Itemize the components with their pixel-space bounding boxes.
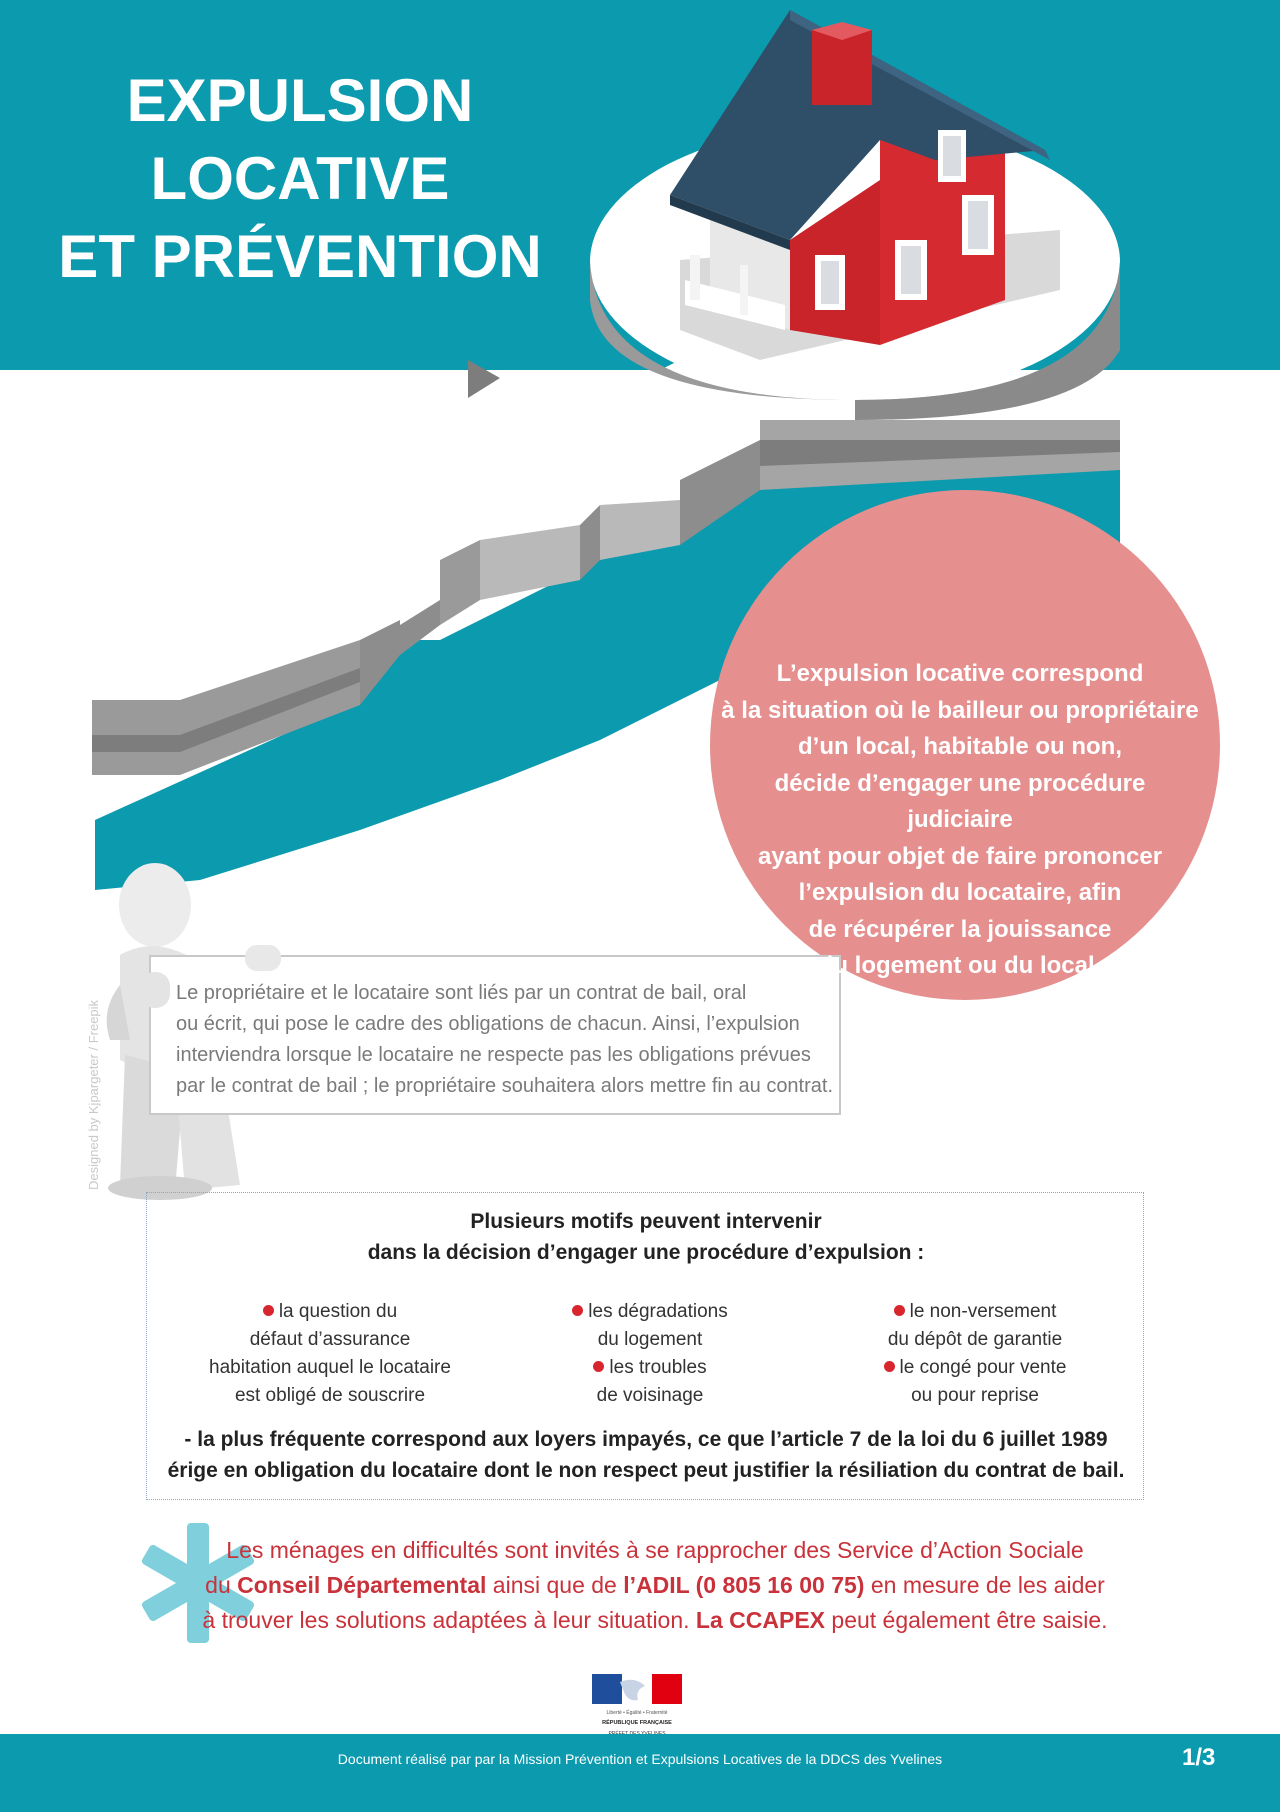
sign-line: ou écrit, qui pose le cadre des obligations de chacun. Ainsi, l’expulsion <box>176 1013 800 1035</box>
motif-line: habitation auquel le locataire <box>209 1357 451 1378</box>
motif-line: le congé pour vente <box>899 1357 1067 1378</box>
motif-column-2 <box>500 1298 800 1410</box>
sign-line: Le propriétaire et le locataire sont liés par un contrat de bail, oral <box>176 982 747 1004</box>
motif-line: de voisinage <box>596 1385 704 1406</box>
title-line: LOCATIVE <box>150 145 450 212</box>
definition-line: du logement ou du local. <box>818 952 1102 979</box>
ccapex-label: La CCAPEX <box>695 1607 826 1633</box>
contact-fragment: à trouver les solutions adaptées à leur situation. <box>202 1607 696 1633</box>
logo-motto: Liberté • Égalité • Fraternité <box>606 1710 668 1716</box>
definition-line: L’expulsion locative correspond <box>776 660 1144 687</box>
arrow-notch <box>468 360 500 398</box>
motif-line: ou pour reprise <box>911 1385 1039 1406</box>
motifs-title-line: Plusieurs motifs peuvent intervenir <box>470 1210 822 1233</box>
image-credit: Designed by Kjpargeter / Freepik <box>86 999 101 1190</box>
motif-column-1 <box>180 1298 480 1410</box>
title-line: EXPULSION <box>126 67 474 134</box>
contact-fragment: en mesure de les aider <box>864 1572 1105 1598</box>
contact-line: Les ménages en difficultés sont invités à se rapprocher des Service d’Action Sociale <box>226 1537 1084 1563</box>
definition-line: de récupérer la jouissance <box>808 915 1112 943</box>
contact-line <box>190 1603 1120 1638</box>
bullet-icon <box>263 1305 274 1316</box>
contact-fragment: ainsi que de <box>486 1572 624 1598</box>
motif-line: du dépôt de garantie <box>887 1329 1063 1350</box>
motif-item <box>825 1298 1125 1326</box>
conclusion-line: - la plus fréquente correspond aux loyers impayés, ce que l’article 7 de la loi du 6 juillet 1989 <box>184 1428 1108 1451</box>
motif-item <box>500 1298 800 1326</box>
definition-line: à la situation où le bailleur ou propriétaire <box>721 696 1199 724</box>
sign-line: par le contrat de bail ; le propriétaire souhaitera alors mettre fin au contrat. <box>176 1075 834 1097</box>
definition-line: décide d’engager une procédure judiciaire <box>774 769 1146 833</box>
motif-line: les troubles <box>609 1357 707 1378</box>
motif-item <box>180 1298 480 1326</box>
bullet-icon <box>894 1305 905 1316</box>
motif-line: défaut d’assurance <box>249 1329 411 1350</box>
definition-line: d’un local, habitable ou non, <box>798 733 1122 760</box>
conseil-departemental-label: Conseil Départemental <box>237 1572 487 1598</box>
definition-line: ayant pour objet de faire prononcer <box>757 842 1163 870</box>
motif-line: la question du <box>278 1301 398 1322</box>
adil-phone: l’ADIL (0 805 16 00 75) <box>623 1572 865 1598</box>
motif-item <box>825 1354 1125 1382</box>
conclusion-line: érige en obligation du locataire dont le non respect peut justifier la résiliation du contrat de bail. <box>167 1459 1125 1482</box>
motifs-title <box>146 1206 1146 1268</box>
contact-text <box>190 1533 1120 1638</box>
definition-line: l’expulsion du locataire, afin <box>798 879 1122 906</box>
definition-text <box>720 656 1200 985</box>
motif-line: est obligé de souscrire <box>234 1385 426 1406</box>
motif-line: les dégradations <box>588 1301 728 1322</box>
motif-column-3 <box>825 1298 1125 1410</box>
motifs-title-line: dans la décision d’engager une procédure d’expulsion : <box>367 1241 925 1264</box>
page-title <box>40 62 560 296</box>
bullet-icon <box>884 1361 895 1372</box>
contact-fragment: du <box>205 1572 238 1598</box>
footer-text: Document réalisé par par la Mission Prévention et Expulsions Locatives de la DDCS des Yvelines <box>337 1751 943 1767</box>
footer-band <box>0 1734 1280 1812</box>
motif-line: le non-versement <box>909 1301 1057 1322</box>
motif-item <box>500 1354 800 1382</box>
sign-text <box>176 978 836 1102</box>
contact-line <box>190 1568 1120 1603</box>
logo-republic: RÉPUBLIQUE FRANÇAISE <box>602 1720 672 1726</box>
bullet-icon <box>593 1361 604 1372</box>
contact-fragment: peut également être saisie. <box>825 1607 1108 1633</box>
motifs-conclusion <box>146 1424 1146 1486</box>
motif-line: du logement <box>597 1329 703 1350</box>
sign-line: interviendra lorsque le locataire ne respecte pas les obligations prévues <box>176 1044 811 1066</box>
republique-francaise-logo <box>590 1672 684 1742</box>
page-number: 1/3 <box>1182 1744 1216 1771</box>
title-line: ET PRÉVENTION <box>58 223 542 290</box>
bullet-icon <box>572 1305 583 1316</box>
